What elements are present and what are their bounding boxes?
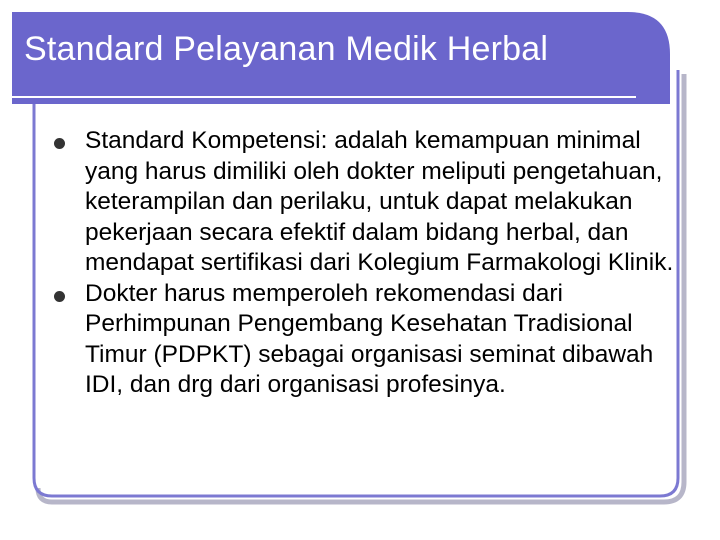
- bullet-dot-icon: [54, 138, 65, 149]
- slide-title: Standard Pelayanan Medik Herbal: [24, 30, 549, 68]
- bullet-dot-icon: [54, 291, 65, 302]
- bullet-text: Dokter harus memperoleh rekomendasi dari Perhimpunan Pengembang Kesehatan Tradisional Timur (PDPKT) sebagai organisasi seminat dibawah IDI, dan drg dari organisasi profesinya.: [85, 279, 654, 398]
- bullet-list: [52, 126, 677, 401]
- bullet-item: [52, 279, 677, 401]
- bullet-item: [52, 126, 677, 279]
- bullet-text: Standard Kompetensi: adalah kemampuan minimal yang harus dimiliki oleh dokter meliputi pengetahuan, keterampilan dan perilaku, untuk dapat melakukan pekerjaan secara efektif dalam bidang herbal, dan mendapat sertifikasi dari Kolegium Farmakologi Klinik.: [85, 127, 674, 276]
